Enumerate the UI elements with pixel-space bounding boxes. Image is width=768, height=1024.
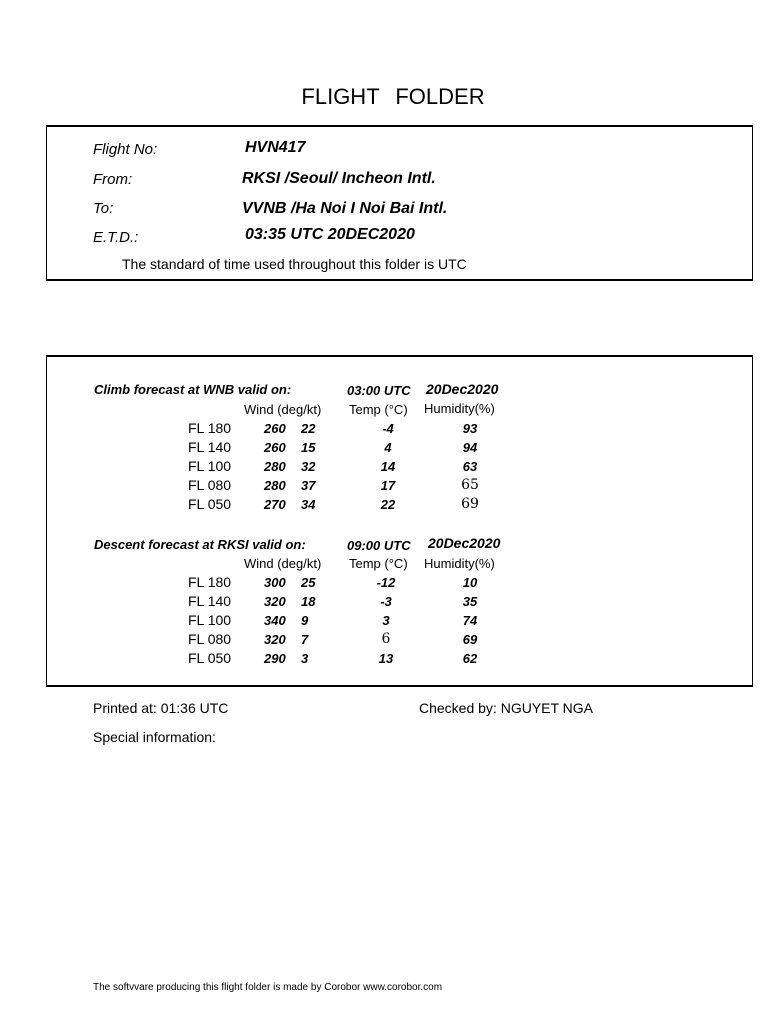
- climb-row-wind-dir: 260: [264, 440, 286, 455]
- climb-row-wind-speed: 37: [301, 478, 316, 493]
- climb-row-wind-speed: 15: [301, 440, 316, 455]
- descent-row-humidity: 35: [462, 594, 478, 609]
- software-credit: The softvvare producing this flight folder is made by Corobor www.corobor.com: [93, 982, 443, 993]
- etd-label: E.T.D.:: [93, 229, 139, 246]
- from-label: From:: [93, 171, 133, 188]
- climb-row-temp: 4: [384, 440, 392, 455]
- climb-row-wind-speed: 34: [301, 497, 316, 512]
- climb-row-wind-dir: 260: [264, 421, 286, 436]
- descent-col-humidity: Humidity(%): [424, 556, 495, 571]
- descent-row-wind-dir: 320: [264, 632, 286, 647]
- descent-row-temp: -3: [380, 594, 392, 609]
- time-standard-note: The standard of time used throughout this folder is UTC: [122, 256, 467, 272]
- climb-row-humidity: 69: [461, 496, 479, 512]
- descent-row-humidity: 74: [462, 613, 478, 628]
- descent-row-humidity: 62: [462, 651, 478, 666]
- climb-row-humidity: 65: [461, 477, 479, 493]
- climb-row-humidity: 63: [462, 459, 478, 474]
- climb-row-temp: 22: [380, 497, 396, 512]
- descent-row-wind-dir: 300: [264, 575, 286, 590]
- descent-date: 20Dec2020: [428, 535, 501, 551]
- descent-row-humidity: 10: [462, 575, 478, 590]
- descent-row-fl: FL 100: [188, 612, 232, 628]
- climb-row-temp: 17: [380, 478, 396, 493]
- descent-row-wind-speed: 3: [301, 651, 309, 666]
- climb-row-fl: FL 050: [188, 496, 232, 512]
- climb-row-wind-dir: 270: [264, 497, 286, 512]
- descent-row-wind-speed: 25: [301, 575, 316, 590]
- descent-row-fl: FL 140: [188, 593, 232, 609]
- descent-row-humidity: 69: [462, 632, 478, 647]
- page-title: FLIGHT FOLDER: [301, 84, 485, 109]
- printed-at: Printed at: 01:36 UTC: [93, 700, 229, 716]
- etd-value: 03:35 UTC 20DEC2020: [245, 226, 415, 243]
- from-value: RKSI /Seoul/ Incheon Intl.: [242, 170, 436, 187]
- climb-date: 20Dec2020: [426, 381, 499, 397]
- climb-row-fl: FL 140: [188, 439, 232, 455]
- climb-row-temp: -4: [382, 421, 394, 436]
- descent-row-wind-dir: 290: [264, 651, 286, 666]
- climb-col-temp: Temp (°C): [349, 402, 408, 417]
- descent-row-temp: 13: [378, 651, 394, 666]
- descent-row-wind-dir: 340: [264, 613, 286, 628]
- descent-time: 09:00 UTC: [347, 538, 411, 553]
- descent-row-temp: -12: [376, 575, 396, 590]
- descent-row-temp: 3: [382, 613, 390, 628]
- climb-row-wind-dir: 280: [264, 478, 286, 493]
- checked-by: Checked by: NGUYET NGA: [419, 700, 594, 716]
- flight-no-label: Flight No:: [93, 141, 158, 158]
- climb-row-fl: FL 080: [188, 477, 232, 493]
- climb-row-fl: FL 100: [188, 458, 232, 474]
- descent-row-temp: 6: [381, 631, 391, 647]
- climb-col-humidity: Humidity(%): [424, 401, 495, 416]
- descent-row-wind-speed: 18: [301, 594, 316, 609]
- descent-row-fl: FL 180: [188, 574, 232, 590]
- climb-row-humidity: 93: [462, 421, 478, 436]
- climb-row-wind-speed: 32: [301, 459, 316, 474]
- descent-row-wind-dir: 320: [264, 594, 286, 609]
- climb-row-fl: FL 180: [188, 420, 232, 436]
- to-value: VVNB /Ha Noi I Noi Bai Intl.: [242, 200, 448, 217]
- climb-row-wind-dir: 280: [264, 459, 286, 474]
- descent-row-fl: FL 050: [188, 650, 232, 666]
- special-information-label: Special information:: [93, 729, 216, 745]
- climb-time: 03:00 UTC: [347, 383, 411, 398]
- climb-row-wind-speed: 22: [301, 421, 316, 436]
- descent-row-fl: FL 080: [188, 631, 232, 647]
- descent-heading: Descent forecast at RKSI valid on:: [94, 537, 306, 552]
- to-label: To:: [93, 200, 114, 217]
- climb-row-humidity: 94: [462, 440, 478, 455]
- descent-row-wind-speed: 7: [301, 632, 309, 647]
- climb-col-wind: Wind (deg/kt): [244, 402, 322, 417]
- descent-col-wind: Wind (deg/kt): [244, 556, 322, 571]
- climb-row-temp: 14: [380, 459, 396, 474]
- climb-heading: Climb forecast at WNB valid on:: [94, 382, 292, 397]
- descent-col-temp: Temp (°C): [349, 556, 408, 571]
- flight-no-value: HVN417: [245, 139, 306, 156]
- descent-row-wind-speed: 9: [301, 613, 309, 628]
